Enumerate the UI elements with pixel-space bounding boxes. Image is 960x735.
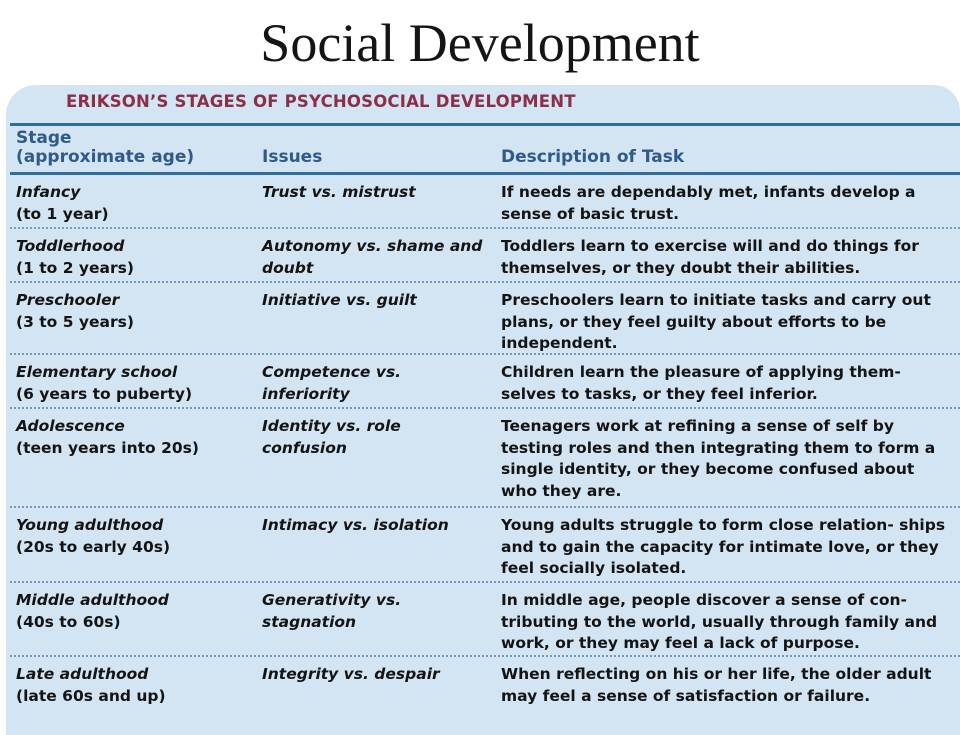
issue-cell: Initiative vs. guilt (262, 291, 417, 309)
issue-cell: Trust vs. mistrust (262, 183, 416, 201)
slide-title: Social Development (260, 13, 700, 73)
stage-cell (16, 664, 246, 707)
stage-cell (16, 416, 246, 459)
issue-cell: Autonomy vs. shame and doubt (262, 237, 483, 277)
stage-name: Late adulthood (16, 665, 149, 683)
table-row (0, 355, 960, 409)
header-stage-line2: (approximate age) (16, 147, 195, 167)
table-row (0, 583, 960, 657)
stage-name: Adolescence (16, 417, 125, 435)
stage-age: (3 to 5 years) (16, 312, 134, 331)
stage-name: Toddlerhood (16, 237, 125, 255)
stage-age: (40s to 60s) (16, 612, 121, 631)
description-cell: Preschoolers learn to initiate tasks and carry out plans, or they feel guilty about efforts to be independent. (501, 291, 931, 352)
table-row (0, 508, 960, 583)
stage-cell (16, 236, 246, 279)
description-cell: In middle age, people discover a sense of con- tributing to the world, usually through family and work, or they may feel a lack of purpose. (501, 591, 938, 652)
stage-cell (16, 290, 246, 333)
stage-age: (to 1 year) (16, 204, 109, 223)
header-stage (16, 129, 194, 167)
stage-name: Infancy (16, 183, 81, 201)
header-description: Description of Task (501, 147, 685, 167)
description-cell: Children learn the pleasure of applying them- selves to tasks, or they feel inferior. (501, 363, 901, 403)
issue-cell: Intimacy vs. isolation (262, 516, 449, 534)
header-stage-line1: Stage (16, 128, 72, 148)
description-cell: When reflecting on his or her life, the older adult may feel a sense of satisfaction or failure. (501, 665, 932, 705)
stage-age: (late 60s and up) (16, 686, 166, 705)
stage-name: Middle adulthood (16, 591, 169, 609)
table-row (0, 229, 960, 283)
issue-cell: Competence vs. inferiority (262, 363, 402, 403)
stage-cell (16, 182, 246, 225)
stage-name: Young adulthood (16, 516, 164, 534)
header-issues: Issues (262, 147, 323, 167)
table-row (0, 409, 960, 508)
stage-cell (16, 515, 246, 558)
table-row (0, 283, 960, 355)
issue-cell: Generativity vs. stagnation (262, 591, 402, 631)
header-rule-top (10, 123, 960, 126)
stage-age: (teen years into 20s) (16, 438, 199, 457)
stage-age: (6 years to puberty) (16, 384, 193, 403)
description-cell: Teenagers work at refining a sense of self by testing roles and then integrating them to form a single identity, or they become confused about who they are. (501, 417, 936, 500)
stage-cell (16, 362, 246, 405)
table-title: ERIKSON’S STAGES OF PSYCHOSOCIAL DEVELOPMENT (66, 92, 576, 111)
issue-cell: Integrity vs. despair (262, 665, 440, 683)
table-row (0, 657, 960, 717)
stage-cell (16, 590, 246, 633)
stage-age: (20s to early 40s) (16, 537, 171, 556)
table-row (0, 175, 960, 229)
stage-name: Elementary school (16, 363, 178, 381)
issue-cell: Identity vs. role confusion (262, 417, 401, 457)
description-cell: Toddlers learn to exercise will and do things for themselves, or they doubt their abilities. (501, 237, 919, 277)
description-cell: If needs are dependably met, infants develop a sense of basic trust. (501, 183, 916, 223)
description-cell: Young adults struggle to form close relation- ships and to gain the capacity for intimate love, or they feel socially isolated. (501, 516, 946, 577)
stage-age: (1 to 2 years) (16, 258, 134, 277)
stage-name: Preschooler (16, 291, 120, 309)
